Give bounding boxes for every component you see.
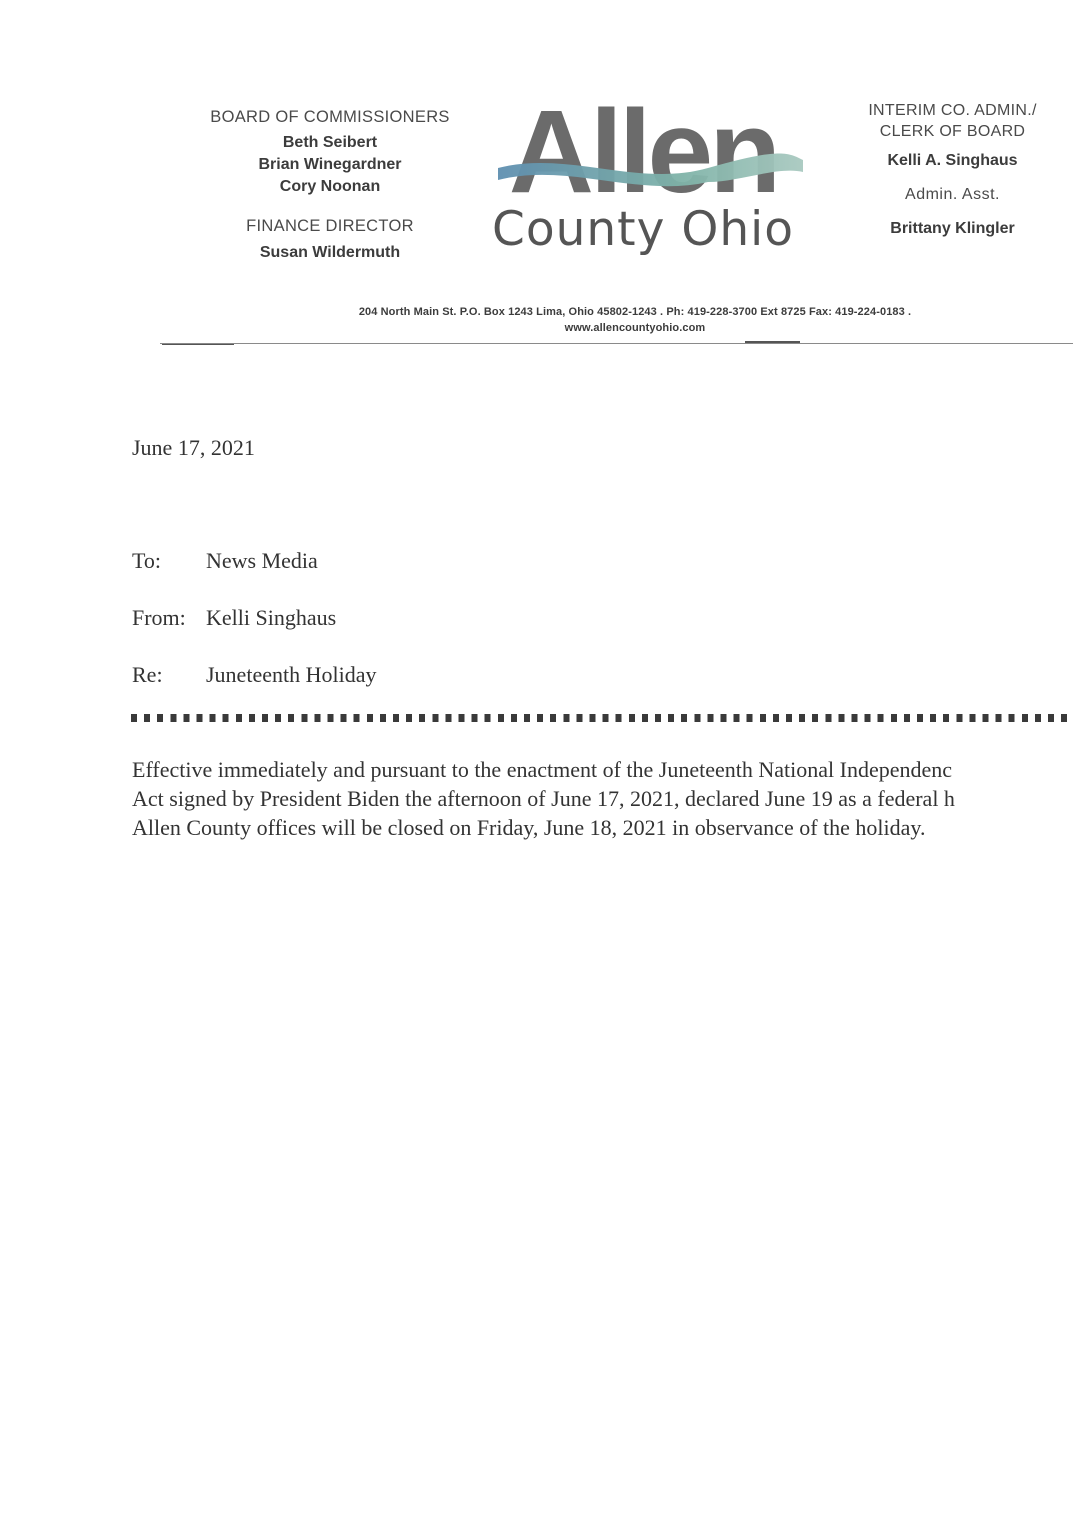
memo-body-line: Effective immediately and pursuant to the enactment of the Juneteenth National Independenc (132, 757, 953, 782)
admin-heading-line2: CLERK OF BOARD (879, 123, 1026, 140)
memo-date: June 17, 2021 (132, 435, 255, 460)
memo-from-value: Kelli Singhaus (206, 605, 337, 630)
admin-heading-line1: INTERIM CO. ADMIN./ (868, 102, 1037, 119)
logo-subtitle: County Ohio (492, 202, 794, 257)
address-line: 204 North Main St. P.O. Box 1243 Lima, Ohio 45802-1243 . Ph: 419-228-3700 Ext 8725 Fax: 419-224-0183 . (358, 306, 912, 318)
memo-re-label: Re: (132, 662, 163, 687)
admin-name: Kelli A. Singhaus (887, 152, 1018, 169)
commissioner-name: Cory Noonan (279, 178, 381, 195)
address-block (160, 304, 1073, 336)
commissioner-name: Beth Seibert (282, 134, 378, 151)
asst-heading: Admin. Asst. (905, 186, 1000, 203)
memo-from-label: From: (132, 605, 186, 630)
memo-body-line: Act signed by President Biden the afternoon of June 17, 2021, declared June 19 as a federal h (132, 786, 955, 811)
memo-to-row (132, 548, 318, 574)
commissioner-name: Brian Winegardner (258, 156, 402, 173)
website-link[interactable]: www.allencountyohio.com (564, 322, 706, 334)
memo-to-label: To: (132, 548, 162, 573)
memo-body-line: Allen County offices will be closed on Friday, June 18, 2021 in observance of the holiday. (132, 815, 926, 840)
letterhead-divider-accent (162, 344, 234, 345)
memo-to-value: News Media (206, 548, 318, 573)
admin-column (850, 100, 1055, 238)
memo-body (132, 755, 1073, 842)
finance-heading: FINANCE DIRECTOR (246, 217, 414, 235)
memo-re-value: Juneteenth Holiday (206, 662, 377, 687)
letterhead-divider-accent (745, 341, 800, 343)
board-column (170, 108, 490, 264)
board-heading: BOARD OF COMMISSIONERS (210, 108, 450, 126)
asst-name: Brittany Klingler (890, 220, 1015, 237)
memo-from-row (132, 605, 336, 631)
finance-director-name: Susan Wildermuth (259, 244, 401, 261)
letterhead-divider (160, 343, 1073, 344)
memo-re-row (132, 662, 376, 688)
dotted-separator (131, 714, 1073, 722)
logo-wordmark: Allen (508, 86, 778, 218)
